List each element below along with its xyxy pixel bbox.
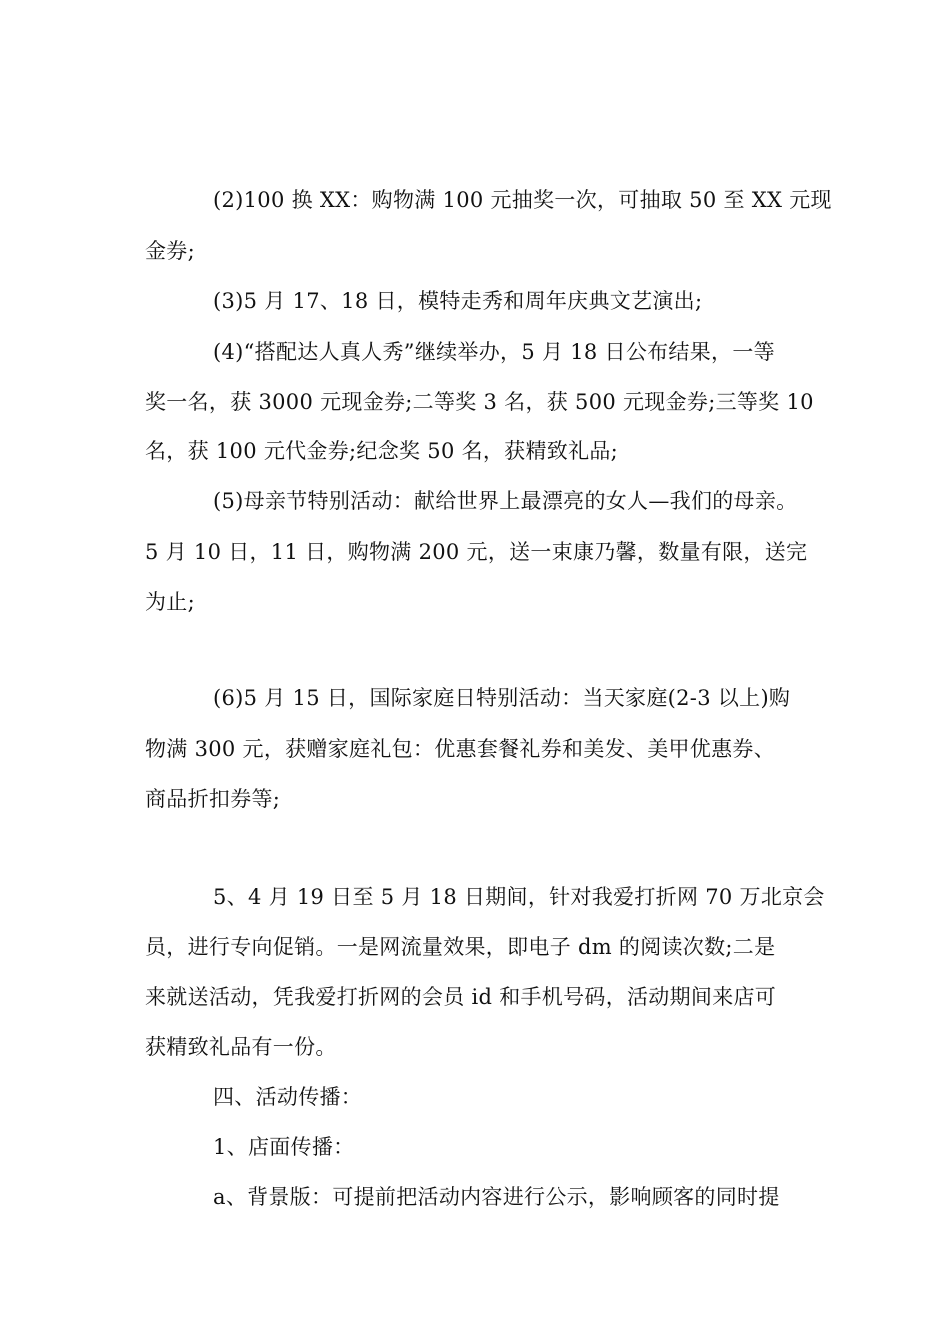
text-line: a、背景版：可提前把活动内容进行公示，影响顾客的同时提 <box>213 1185 780 1209</box>
text-line: 奖一名，获 3000 元现金券;二等奖 3 名，获 500 元现金券;三等奖 10 <box>145 390 814 414</box>
subsection-heading: 1、店面传播： <box>213 1135 355 1159</box>
text-line: 5 月 10 日，11 日，购物满 200 元，送一束康乃馨，数量有限，送完 <box>145 540 808 564</box>
text-line: 物满 300 元，获赠家庭礼包：优惠套餐礼券和美发、美甲优惠券、 <box>145 737 776 761</box>
text-line: (2)100 换 XX：购物满 100 元抽奖一次，可抽取 50 至 XX 元现 <box>213 188 832 212</box>
text-line: 员，进行专向促销。一是网流量效果，即电子 dm 的阅读次数;二是 <box>145 935 776 959</box>
text-line: 来就送活动，凭我爱打折网的会员 id 和手机号码，活动期间来店可 <box>145 985 777 1009</box>
text-line: (4)“搭配达人真人秀”继续举办，5 月 18 日公布结果，一等 <box>213 340 775 364</box>
text-line: 5、4 月 19 日至 5 月 18 日期间，针对我爱打折网 70 万北京会 <box>213 885 825 909</box>
text-line: 金券; <box>145 239 195 263</box>
text-line: 名，获 100 元代金券;纪念奖 50 名，获精致礼品; <box>145 439 619 463</box>
section-heading: 四、活动传播： <box>213 1085 363 1109</box>
text-line: (3)5 月 17、18 日，模特走秀和周年庆典文艺演出; <box>213 289 703 313</box>
text-line: 为止; <box>145 590 195 614</box>
text-line: (5)母亲节特别活动：献给世界上最漂亮的女人—我们的母亲。 <box>213 489 798 513</box>
text-line: 获精致礼品有一份。 <box>145 1035 337 1059</box>
text-line: (6)5 月 15 日，国际家庭日特别活动：当天家庭(2-3 以上)购 <box>213 686 791 710</box>
text-line: 商品折扣券等; <box>145 787 281 811</box>
